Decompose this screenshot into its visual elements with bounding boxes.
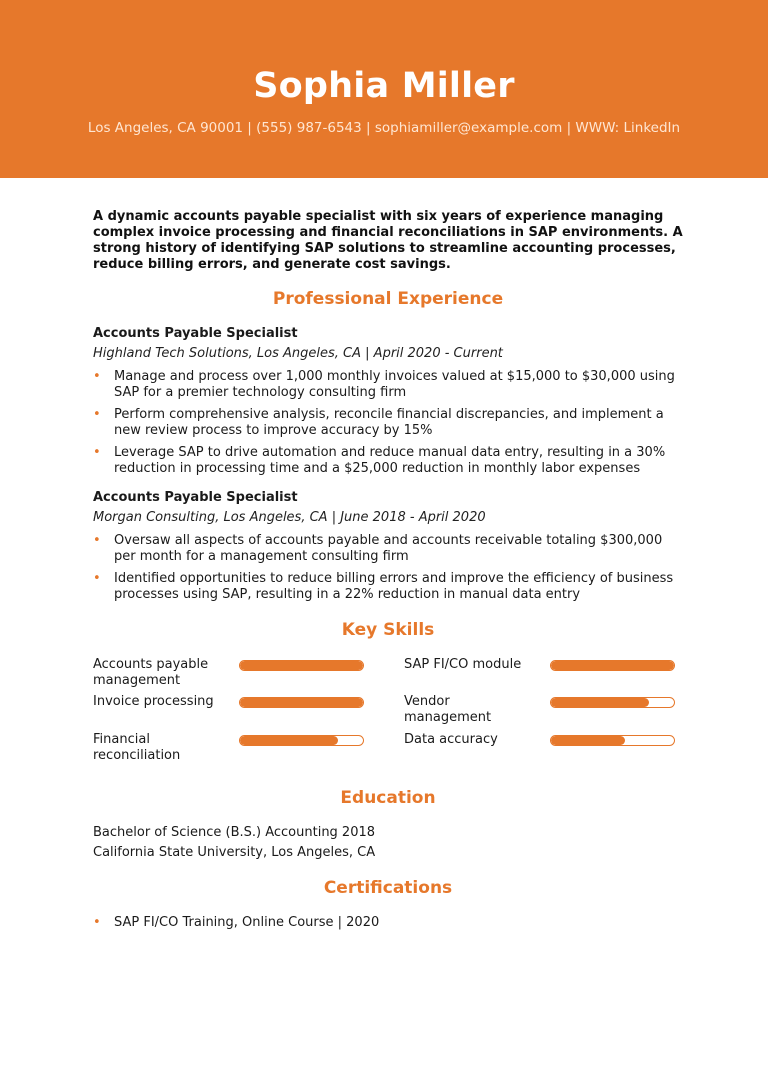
skill-level-bar [550,735,675,746]
bullet-icon: • [93,407,101,422]
skill-level-fill [240,661,363,670]
list-item: • Oversaw all aspects of accounts payable and accounts receivable totaling $300,000 per month for a management consulting firm [93,533,663,564]
job-meta: Morgan Consulting, Los Angeles, CA | June 2018 - April 2020 [93,510,486,525]
skill-level-fill [240,736,338,745]
education-heading: Education [340,788,436,808]
certifications-heading: Certifications [323,878,453,898]
experience-heading: Professional Experience [272,289,504,309]
list-item: • Manage and process over 1,000 monthly invoices valued at $15,000 to $30,000 using SAP for a premier technology consulting firm [93,369,675,400]
header-banner [0,0,768,178]
job-bullets [93,533,683,609]
skill-label: SAP FI/CO module [404,657,522,672]
skill-item [93,657,378,691]
summary: A dynamic accounts payable specialist with six years of experience managing complex invoice processing and financial reconciliations in SAP environments. A strong history of identifying SAP solutions to streamline accounting processes, reduce billing errors, and generate cost savings. [93,209,683,272]
skill-level-bar [239,660,364,671]
bullet-icon: • [93,533,101,548]
skill-label: Accounts payable management [93,657,209,688]
skill-label: Financial reconciliation [93,732,181,763]
skill-item [93,732,378,766]
list-item: • Leverage SAP to drive automation and reduce manual data entry, resulting in a 30% reduction in processing time and a $25,000 reduction in monthly labor expenses [93,445,666,476]
skill-level-fill [551,661,674,670]
list-item: • SAP FI/CO Training, Online Course | 2020 [93,915,380,930]
skill-level-bar [239,697,364,708]
skill-item [404,732,689,766]
candidate-name: Sophia Miller [253,66,515,106]
skill-level-bar [550,697,675,708]
bullet-icon: • [93,915,101,930]
bullet-icon: • [93,369,101,384]
job-title: Accounts Payable Specialist [93,326,298,341]
skill-item [404,657,689,691]
skill-item [93,694,378,728]
skill-level-fill [551,698,649,707]
certifications-list [93,915,683,937]
list-item: • Identified opportunities to reduce billing errors and improve the efficiency of business processes using SAP, resulting in a 22% reduction in manual data entry [93,571,674,602]
job-title: Accounts Payable Specialist [93,490,298,505]
skill-level-bar [239,735,364,746]
skill-label: Vendor management [404,694,492,725]
job-meta: Highland Tech Solutions, Los Angeles, CA | April 2020 - Current [93,346,503,361]
skill-label: Data accuracy [404,732,498,747]
bullet-icon: • [93,571,101,586]
skill-level-fill [240,698,363,707]
degree: Bachelor of Science (B.S.) Accounting 2018 [93,825,376,840]
bullet-icon: • [93,445,101,460]
skill-label: Invoice processing [93,694,214,709]
skills-heading: Key Skills [341,620,435,640]
contact-line: Los Angeles, CA 90001 | (555) 987-6543 | sophiamiller@example.com | WWW: LinkedIn [87,120,681,136]
skill-level-fill [551,736,625,745]
job-bullets [93,369,683,483]
school: California State University, Los Angeles, CA [93,845,376,860]
skill-level-bar [550,660,675,671]
list-item: • Perform comprehensive analysis, reconcile financial discrepancies, and implement a new review process to improve accuracy by 15% [93,407,664,438]
skill-item [404,694,689,728]
resume-body [93,209,683,930]
